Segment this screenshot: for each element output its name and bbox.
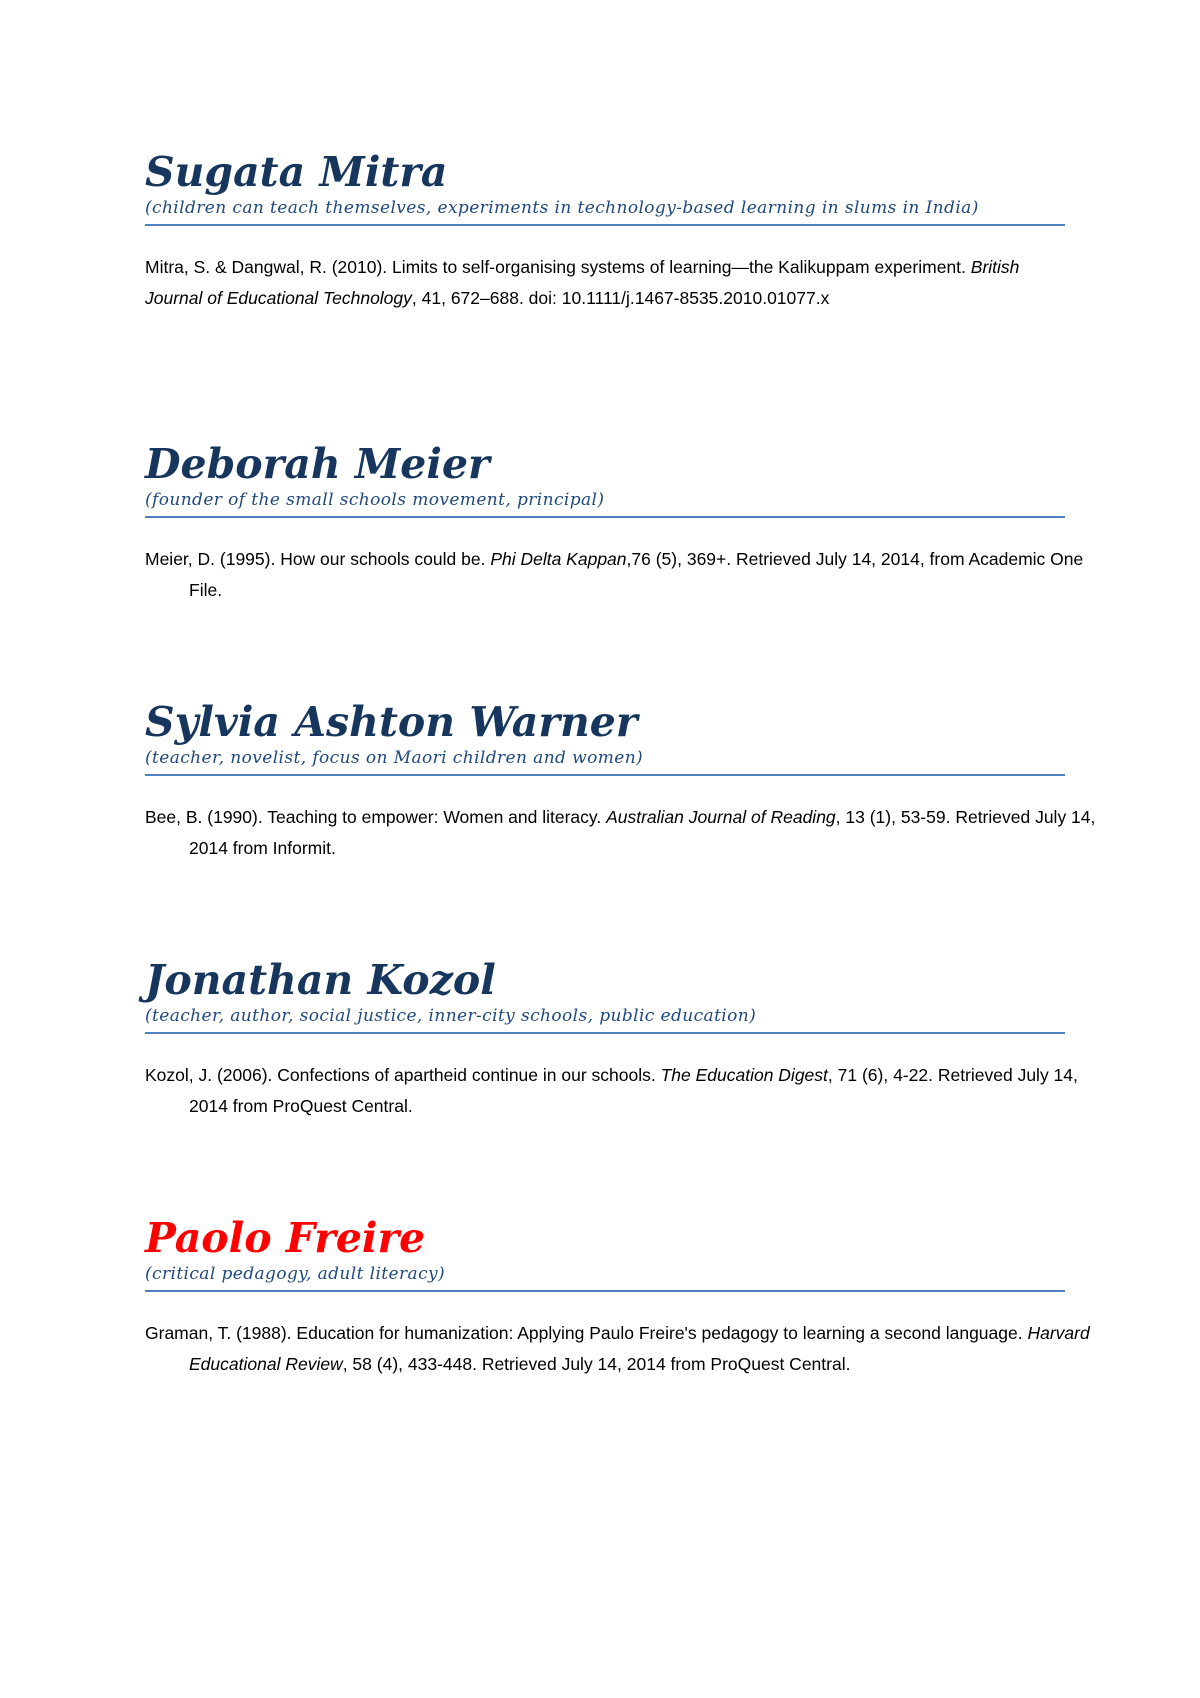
entry-name: Sugata Mitra [145, 148, 448, 196]
reference-citation [145, 802, 1109, 864]
entry-name: Jonathan Kozol [145, 956, 496, 1004]
citation-journal: British Journal of Educational Technology [145, 257, 1020, 308]
reference-citation [145, 252, 1065, 314]
heading-rule [145, 774, 1065, 776]
entry-sylvia-ashton-warner [145, 698, 1096, 864]
entry-deborah-meier [145, 440, 1084, 606]
heading-rule [145, 1032, 1065, 1034]
citation-details: , 71 (6), 4-22. Retrieved July 14, 2014 from ProQuest Central. [189, 1065, 1078, 1116]
entry-subtitle: (teacher, novelist, focus on Maori children and women) [145, 748, 644, 768]
entry-subtitle: (children can teach themselves, experiments in technology-based learning in slums in India) [145, 198, 979, 218]
reference-citation [145, 544, 1109, 606]
citation-journal: Phi Delta Kappan [490, 549, 627, 569]
entry-name: Deborah Meier [145, 440, 490, 488]
entry-sugata-mitra [145, 148, 1065, 314]
citation-journal: The Education Digest [660, 1065, 828, 1085]
citation-text: Mitra, S. & Dangwal, R. (2010). Limits to self-organising systems of learning—the Kalikuppam experiment. [145, 257, 971, 277]
reference-citation [145, 1318, 1109, 1380]
citation-text: Kozol, J. (2006). Confections of apartheid continue in our schools. [145, 1065, 661, 1085]
citation-journal: Harvard Educational Review [189, 1323, 1090, 1374]
heading-rule [145, 224, 1065, 226]
heading-rule [145, 1290, 1065, 1292]
citation-journal: Australian Journal of Reading [606, 807, 836, 827]
entry-name: Paolo Freire [145, 1214, 426, 1262]
entry-subtitle: (critical pedagogy, adult literacy) [145, 1264, 446, 1284]
heading-rule [145, 516, 1065, 518]
citation-text: Bee, B. (1990). Teaching to empower: Women and literacy. [145, 807, 607, 827]
citation-details: , 58 (4), 433-448. Retrieved July 14, 2014 from ProQuest Central. [342, 1354, 851, 1374]
entry-subtitle: (teacher, author, social justice, inner-city schools, public education) [145, 1006, 757, 1026]
citation-details: , 13 (1), 53-59. Retrieved July 14, 2014 from Informit. [189, 807, 1096, 858]
citation-text: Graman, T. (1988). Education for humanization: Applying Paulo Freire's pedagogy to learning a second language. [145, 1323, 1028, 1343]
citation-text: Meier, D. (1995). How our schools could be. [145, 549, 491, 569]
reference-citation [145, 1060, 1109, 1122]
entry-jonathan-kozol [145, 956, 1078, 1122]
entry-subtitle: (founder of the small schools movement, principal) [145, 490, 605, 510]
citation-details: ,76 (5), 369+. Retrieved July 14, 2014, from Academic One File. [189, 549, 1084, 600]
citation-details: , 41, 672–688. doi: 10.1111/j.1467-8535.2010.01077.x [411, 288, 830, 308]
entry-paolo-freire [145, 1214, 1090, 1380]
entry-name: Sylvia Ashton Warner [145, 698, 638, 746]
